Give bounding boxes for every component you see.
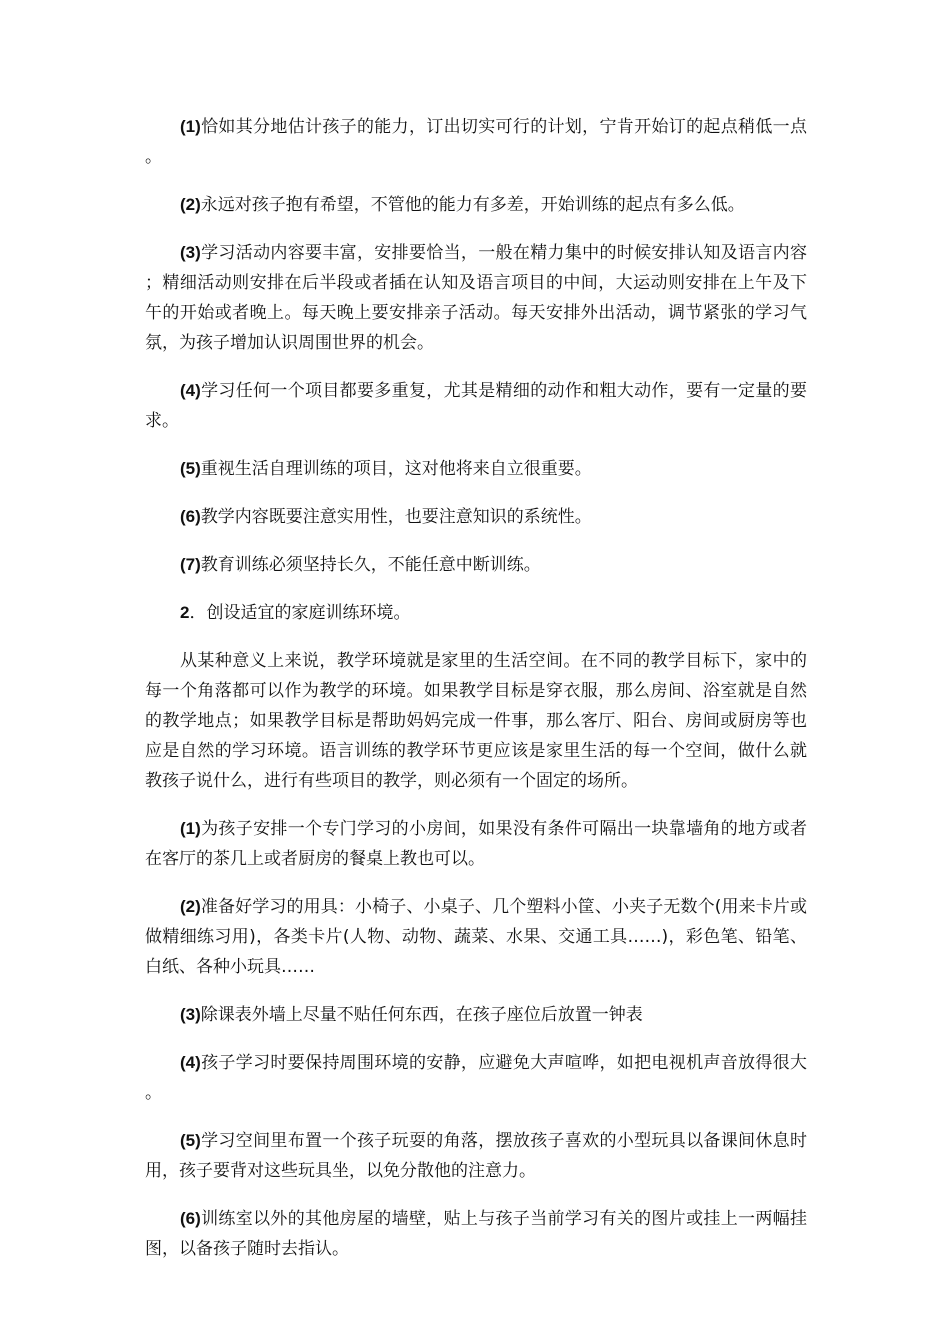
paragraph-text: 重视生活自理训练的项目，这对他将来自立很重要。 bbox=[200, 459, 592, 479]
paragraph-5 bbox=[145, 454, 807, 484]
item-number: (6) bbox=[180, 507, 201, 526]
item-number: (5) bbox=[180, 459, 201, 478]
item-number: (5) bbox=[180, 1131, 201, 1150]
paragraph-text: 学习任何一个项目都要多重复，尤其是精细的动作和粗大动作，要有一定量的要求。 bbox=[145, 381, 807, 431]
section-title: ．创设适宜的家庭训练环境。 bbox=[189, 603, 411, 623]
paragraph-12 bbox=[145, 1126, 807, 1186]
item-number: (1) bbox=[180, 117, 201, 136]
paragraph-text: 为孩子安排一个专门学习的小房间，如果没有条件可隔出一块靠墙角的地方或者在客厅的茶几上或者厨房的餐桌上教也可以。 bbox=[145, 819, 807, 869]
paragraph-text: 除课表外墙上尽量不贴任何东西，在孩子座位后放置一钟表 bbox=[200, 1005, 643, 1025]
paragraph-text: 从某种意义上来说，教学环境就是家里的生活空间。在不同的教学目标下，家中的每一个角落都可以作为教学的环境。如果教学目标是穿衣服，那么房间、浴室就是自然的教学地点；如果教学目标是帮助妈妈完成一件事，那么客厅、阳台、房间或厨房等也应是自然的学习环境。语言训练的教学环节更应该是家里生活的每一个空间，做什么就教孩子说什么，进行有些项目的教学，则必须有一个固定的场所。 bbox=[145, 651, 807, 791]
item-number: (7) bbox=[180, 555, 201, 574]
item-number: (4) bbox=[180, 381, 201, 400]
paragraph-text: 教育训练必须坚持长久，不能任意中断训练。 bbox=[200, 555, 541, 575]
paragraph-text: 孩子学习时要保持周围环境的安静，应避免大声喧哗，如把电视机声音放得很大。 bbox=[145, 1053, 807, 1103]
paragraph-13 bbox=[145, 1204, 807, 1264]
item-number: (4) bbox=[180, 1053, 201, 1072]
paragraph-intro bbox=[145, 646, 807, 796]
paragraph-7 bbox=[145, 550, 807, 580]
section-heading bbox=[145, 598, 807, 628]
item-number: (2) bbox=[180, 897, 201, 916]
paragraph-8 bbox=[145, 814, 807, 874]
paragraph-2 bbox=[145, 190, 807, 220]
paragraph-text: 永远对孩子抱有希望，不管他的能力有多差，开始训练的起点有多么低。 bbox=[200, 195, 745, 215]
paragraph-text: 学习活动内容要丰富，安排要恰当，一般在精力集中的时候安排认知及语言内容；精细活动则安排在后半段或者插在认知及语言项目的中间，大运动则安排在上午及下午的开始或者晚上。每天晚上要安排亲子活动。每天安排外出活动，调节紧张的学习气氛，为孩子增加认识周围世界的机会。 bbox=[145, 243, 807, 353]
paragraph-text: 教学内容既要注意实用性，也要注意知识的系统性。 bbox=[200, 507, 592, 527]
item-number: (3) bbox=[180, 243, 201, 262]
item-number: (2) bbox=[180, 195, 201, 214]
document-body bbox=[145, 112, 807, 1282]
item-number: (1) bbox=[180, 819, 201, 838]
paragraph-4 bbox=[145, 376, 807, 436]
paragraph-3 bbox=[145, 238, 807, 358]
paragraph-text: 准备好学习的用具：小椅子、小桌子、几个塑料小筐、小夹子无数个(用来卡片或做精细练习用)，各类卡片(人物、动物、蔬菜、水果、交通工具……)，彩色笔、铅笔、白纸、各种小玩具…… bbox=[145, 897, 807, 977]
paragraph-10 bbox=[145, 1000, 807, 1030]
section-number: 2 bbox=[180, 603, 190, 622]
paragraph-6 bbox=[145, 502, 807, 532]
item-number: (3) bbox=[180, 1005, 201, 1024]
item-number: (6) bbox=[180, 1209, 201, 1228]
paragraph-text: 训练室以外的其他房屋的墙壁，贴上与孩子当前学习有关的图片或挂上一两幅挂图，以备孩子随时去指认。 bbox=[145, 1209, 807, 1259]
paragraph-text: 恰如其分地估计孩子的能力，订出切实可行的计划，宁肯开始订的起点稍低一点。 bbox=[145, 117, 807, 167]
paragraph-text: 学习空间里布置一个孩子玩耍的角落，摆放孩子喜欢的小型玩具以备课间休息时用，孩子要背对这些玩具坐，以免分散他的注意力。 bbox=[145, 1131, 807, 1181]
paragraph-11 bbox=[145, 1048, 807, 1108]
paragraph-1 bbox=[145, 112, 807, 172]
paragraph-9 bbox=[145, 892, 807, 982]
